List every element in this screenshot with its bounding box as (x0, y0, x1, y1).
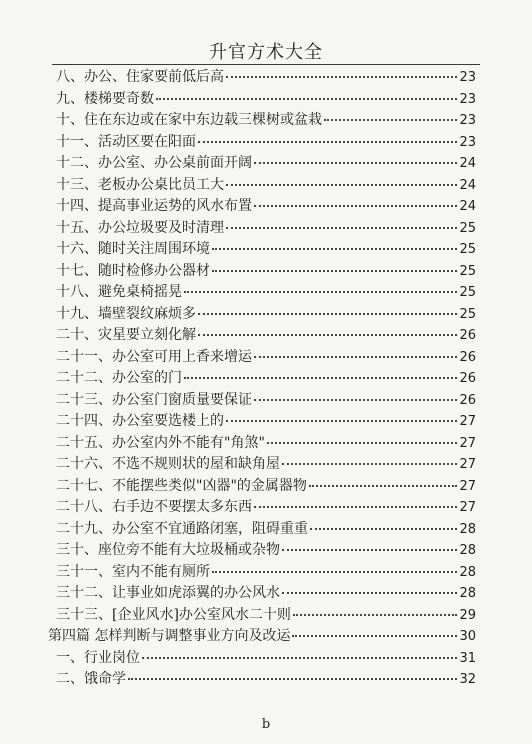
toc-page-number: 28 (459, 521, 476, 537)
toc-entry-title: 十四、提高事业运势的风水布置 (56, 198, 252, 214)
toc-entry-title: 二十六、不选不规则状的屋和缺角屋 (56, 456, 280, 472)
toc-page-number: 27 (459, 457, 476, 472)
toc-page-number: 24 (459, 156, 476, 171)
dot-leader (198, 141, 457, 143)
dot-leader (212, 248, 457, 250)
toc-page-number: 23 (459, 134, 476, 150)
dot-leader (226, 76, 457, 78)
toc-entry (56, 476, 476, 498)
dot-leader (156, 98, 457, 100)
table-of-contents (48, 67, 476, 691)
toc-entry (56, 368, 476, 390)
dot-leader (292, 635, 457, 637)
toc-page-number: 28 (459, 543, 476, 558)
toc-entry-title: 二十三、办公室门窗质量要保证 (56, 391, 252, 408)
toc-entry-title: 十七、随时检修办公器材 (56, 262, 210, 279)
toc-entry-title: 二、饿命学 (56, 671, 126, 687)
page-folio: b (261, 717, 271, 732)
toc-entry (56, 89, 476, 111)
dot-leader (198, 313, 457, 315)
toc-page-number: 25 (459, 220, 476, 236)
toc-page-number: 26 (459, 349, 476, 365)
toc-entry (56, 605, 476, 627)
toc-page-number: 26 (459, 328, 476, 343)
dot-leader (254, 356, 457, 358)
toc-page-number: 26 (459, 392, 476, 408)
dot-leader (309, 485, 458, 487)
toc-entry (56, 562, 476, 584)
toc-page-number: 27 (459, 435, 476, 451)
dot-leader (254, 506, 457, 508)
toc-part-heading (48, 626, 476, 648)
running-header-title: 升官方术大全 (209, 42, 323, 63)
dot-leader (184, 377, 457, 379)
toc-entry (56, 540, 476, 562)
dot-leader (282, 549, 457, 551)
toc-entry-title: 二十五、办公室内外不能有"角煞" (56, 434, 265, 451)
toc-entry-title: 二十八、右手边不要摆太多东西 (56, 499, 252, 515)
dot-leader (184, 291, 457, 293)
toc-entry (56, 304, 476, 326)
toc-entry (56, 497, 476, 519)
toc-page-number: 28 (459, 586, 476, 601)
toc-entry-title: 二十九、办公室不宜通路闭塞，阻碍重重 (56, 520, 308, 537)
toc-entry-title: 十三、老板办公桌比员工大 (56, 176, 224, 193)
dot-leader (282, 463, 457, 465)
dot-leader (198, 334, 457, 336)
toc-entry-title: 二十四、办公室要选楼上的 (56, 413, 224, 429)
toc-entry (56, 390, 476, 412)
dot-leader (324, 119, 457, 121)
toc-entry-title: 十五、办公垃圾要及时清理 (56, 219, 224, 236)
toc-entry (56, 261, 476, 283)
toc-entry-title: 第四篇 怎样判断与调整事业方向及改运 (48, 628, 291, 644)
toc-entry-title: 二十二、办公室的门 (56, 370, 182, 386)
toc-entry (56, 132, 476, 154)
toc-entry (56, 519, 476, 541)
dot-leader (226, 184, 457, 186)
toc-page-number: 29 (459, 607, 476, 623)
toc-entry (56, 239, 476, 261)
dot-leader (293, 614, 458, 616)
toc-entry (56, 153, 476, 175)
dot-leader (254, 205, 457, 207)
toc-entry (56, 196, 476, 218)
toc-entry-title: 十、住在东边或在家中东边载三棵树或盆栽 (56, 112, 322, 128)
toc-page-number: 30 (459, 629, 476, 644)
toc-entry (56, 218, 476, 240)
dot-leader (254, 399, 457, 401)
header-rule (52, 64, 480, 65)
toc-page-number: 25 (459, 285, 476, 300)
toc-entry-title: 十六、随时关注周围环境 (56, 241, 210, 257)
toc-entry-title: 十二、办公室、办公桌前面开阔 (56, 155, 252, 171)
toc-entry-title: 十八、避免桌椅摇晃 (56, 284, 182, 300)
toc-page-number: 25 (459, 263, 476, 279)
toc-entry (56, 669, 476, 691)
dot-leader (310, 528, 457, 530)
toc-page-number: 26 (459, 371, 476, 386)
toc-entry-title: 二十七、不能摆些类似"凶器"的金属器物 (56, 477, 307, 494)
toc-entry (56, 325, 476, 347)
toc-entry-title: 九、楼梯要奇数 (56, 90, 154, 107)
dot-leader (212, 571, 457, 573)
toc-entry (56, 648, 476, 670)
toc-entry-title: 十九、墙壁裂纹麻烦多 (56, 305, 196, 322)
toc-page-number: 27 (459, 500, 476, 515)
toc-page-number: 23 (459, 70, 476, 85)
toc-page-number: 24 (459, 199, 476, 214)
dot-leader (128, 678, 457, 680)
toc-entry (56, 110, 476, 132)
dot-leader (142, 657, 457, 659)
toc-entry (56, 583, 476, 605)
toc-page-number: 28 (459, 564, 476, 580)
toc-page-number: 25 (459, 242, 476, 257)
toc-page-number: 25 (459, 306, 476, 322)
toc-entry (56, 347, 476, 369)
dot-leader (212, 270, 457, 272)
toc-entry-title: 十一、活动区要在阳面 (56, 133, 196, 150)
toc-page-number: 23 (459, 91, 476, 107)
toc-entry (56, 175, 476, 197)
toc-page-number: 27 (459, 478, 476, 494)
dot-leader (282, 592, 457, 594)
toc-page-number: 31 (459, 650, 476, 666)
toc-entry-title: 八、办公、住家要前低后高 (56, 69, 224, 85)
dot-leader (267, 442, 458, 444)
toc-entry-title: 三十、座位旁不能有大垃圾桶或杂物 (56, 542, 280, 558)
toc-entry (56, 433, 476, 455)
toc-entry-title: 一、行业岗位 (56, 649, 140, 666)
toc-entry (56, 454, 476, 476)
toc-page-number: 23 (459, 113, 476, 128)
toc-entry-title: 二十、灾星要立刻化解 (56, 327, 196, 343)
toc-page-number: 27 (459, 414, 476, 429)
toc-page-number: 32 (459, 672, 476, 687)
toc-page-number: 24 (459, 177, 476, 193)
dot-leader (226, 227, 457, 229)
toc-entry-title: 二十一、办公室可用上香来增运 (56, 348, 252, 365)
toc-entry-title: 三十一、室内不能有厕所 (56, 563, 210, 580)
dot-leader (254, 162, 457, 164)
toc-entry (56, 282, 476, 304)
dot-leader (226, 420, 457, 422)
toc-entry (56, 67, 476, 89)
toc-entry (56, 411, 476, 433)
toc-entry-title: 三十二、让事业如虎添翼的办公风水 (56, 585, 280, 601)
toc-entry-title: 三十三、[企业风水]办公室风水二十则 (56, 606, 291, 623)
